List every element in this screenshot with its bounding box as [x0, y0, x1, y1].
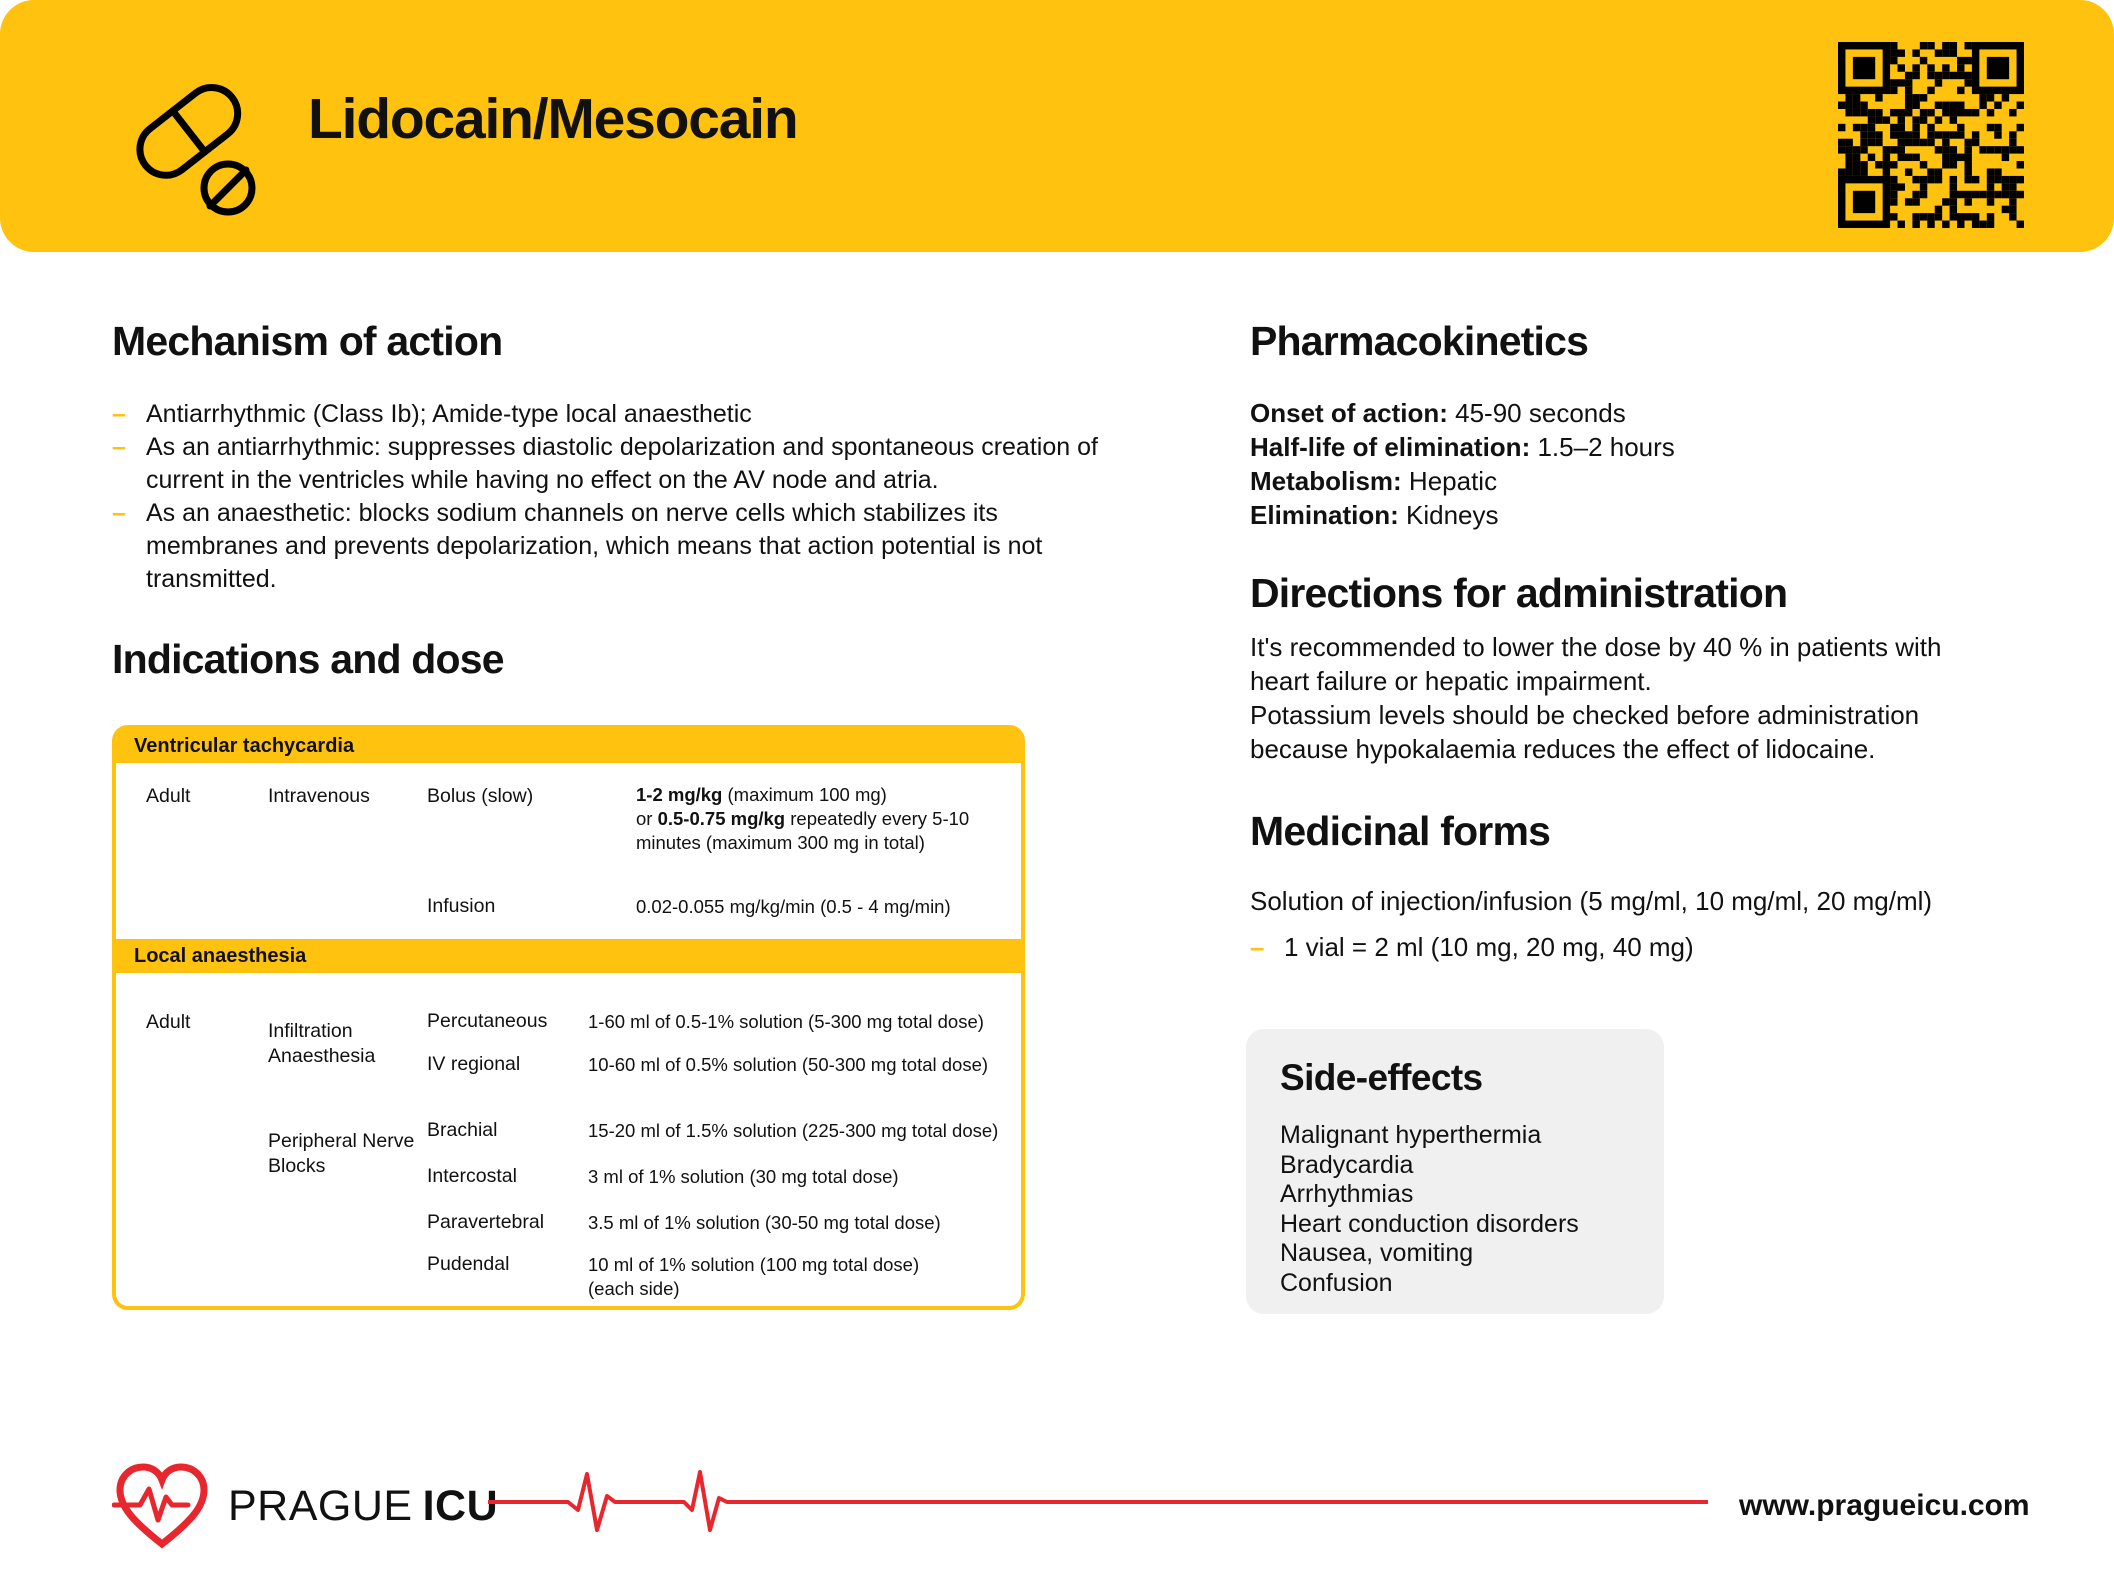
- dose-value: 1-60 ml of 0.5-1% solution (5-300 mg total dose): [588, 1011, 984, 1032]
- pk-label: Onset of action:: [1250, 398, 1448, 428]
- patient-cell: Adult: [146, 785, 191, 807]
- dose-text: 10 ml of 1% solution (100 mg total dose): [588, 1254, 920, 1275]
- method-label: Pudendal: [427, 1253, 510, 1275]
- dose-value: 0.02-0.055 mg/kg/min (0.5 - 4 mg/min): [636, 896, 951, 917]
- mechanism-bullet-text: As an anaesthetic: blocks sodium channels on nerve cells which stabilizes its membranes and prevents depolarization, which means that action potential is not transmitted.: [146, 499, 1043, 593]
- method-label: Paravertebral: [427, 1211, 545, 1233]
- header-band: [0, 0, 2114, 252]
- dose-table: [112, 725, 1025, 1310]
- pill-capsule-icon: [126, 70, 264, 223]
- heart-ecg-logo-icon: [112, 1460, 212, 1557]
- pk-value: 45-90 seconds: [1455, 398, 1626, 428]
- pk-label: Half-life of elimination:: [1250, 432, 1531, 462]
- pk-value: Kidneys: [1406, 500, 1499, 530]
- directions-paragraph: It's recommended to lower the dose by 40 % in patients with heart failure or hepatic impairment.: [1250, 632, 1942, 696]
- medicinal-forms-text: Solution of injection/infusion (5 mg/ml, 10 mg/ml, 20 mg/ml): [1250, 886, 1933, 916]
- mechanism-list: [112, 398, 1112, 596]
- medicinal-forms-bullet-text: 1 vial = 2 ml (10 mg, 20 mg, 40 mg): [1284, 932, 1694, 962]
- mechanism-bullet-text: As an antiarrhythmic: suppresses diastolic depolarization and spontaneous creation of current in the ventricles while having no effect on the AV node and atria.: [146, 433, 1098, 494]
- qr-code: [1838, 42, 2024, 228]
- directions-paragraph: Potassium levels should be checked before administration because hypokalaemia reduces the effect of lidocaine.: [1250, 700, 1920, 764]
- side-effect-item: Nausea, vomiting: [1280, 1239, 1474, 1267]
- method-label: Percutaneous: [427, 1010, 548, 1032]
- brand-name: [228, 1482, 498, 1531]
- ecg-line: [488, 1460, 1708, 1549]
- dose-bold-text: 0.5-0.75 mg/kg: [657, 808, 786, 829]
- dose-section-title: Ventricular tachycardia: [134, 734, 355, 757]
- dose-text: (maximum 100 mg): [727, 784, 887, 805]
- method-label: Intercostal: [427, 1165, 517, 1187]
- pk-value: 1.5–2 hours: [1537, 432, 1675, 462]
- page-title: Lidocain/Mesocain: [308, 87, 798, 151]
- side-effect-item: Bradycardia: [1280, 1150, 1414, 1179]
- method-label: IV regional: [427, 1053, 521, 1075]
- bullet-dash-icon: –: [1250, 932, 1265, 962]
- dose-value: [588, 1253, 919, 1301]
- side-effects-heading: Side-effects: [1280, 1057, 1483, 1098]
- technique-group-label: Peripheral Nerve Blocks: [268, 1130, 415, 1177]
- directions-text: [1250, 630, 1965, 766]
- brand-word-prague: PRAGUE: [228, 1482, 413, 1530]
- technique-group-label: Infiltration Anaesthesia: [268, 1020, 376, 1067]
- bullet-dash-icon: –: [112, 433, 126, 461]
- side-effect-item: Arrhythmias: [1280, 1180, 1414, 1208]
- mechanism-bullet: [112, 398, 1112, 431]
- pk-line: [1250, 464, 1970, 498]
- dose-value: [636, 783, 1021, 855]
- mechanism-bullet: [112, 431, 1112, 497]
- bullet-dash-icon: –: [112, 400, 126, 428]
- patient-cell: Adult: [146, 1011, 191, 1033]
- dose-note: (each side): [588, 1278, 680, 1299]
- dose-value: 15-20 ml of 1.5% solution (225-300 mg total dose): [588, 1120, 999, 1141]
- side-effect-item: Malignant hyperthermia: [1280, 1121, 1542, 1149]
- section-heading-indications: Indications and dose: [112, 636, 504, 682]
- dose-value: 3.5 ml of 1% solution (30-50 mg total dose): [588, 1212, 941, 1233]
- side-effect-item: Confusion: [1280, 1268, 1393, 1297]
- method-label: Brachial: [427, 1119, 498, 1141]
- dose-text: or: [636, 808, 653, 829]
- method-label: Bolus (slow): [427, 785, 534, 807]
- section-heading-medicinal-forms: Medicinal forms: [1250, 808, 1551, 854]
- side-effects-panel: [1246, 1029, 1664, 1314]
- dose-section-header-ventricular-tachycardia: [116, 729, 1021, 763]
- medicinal-forms-bullet: [1250, 930, 1970, 964]
- pk-label: Elimination:: [1250, 500, 1399, 530]
- dose-value: 10-60 ml of 0.5% solution (50-300 mg total dose): [588, 1054, 989, 1075]
- section-heading-directions: Directions for administration: [1250, 570, 1788, 616]
- mechanism-bullet-text: Antiarrhythmic (Class Ib); Amide-type local anaesthetic: [146, 400, 752, 428]
- pharmacokinetics-list: [1250, 396, 1970, 532]
- dose-bold-text: 1-2 mg/kg: [636, 784, 723, 805]
- pk-value: Hepatic: [1408, 466, 1498, 496]
- method-label: Infusion: [427, 895, 496, 917]
- pk-line: [1250, 396, 1970, 430]
- dose-value: 3 ml of 1% solution (30 mg total dose): [588, 1166, 899, 1187]
- route-cell: Intravenous: [268, 785, 370, 807]
- bullet-dash-icon: –: [112, 499, 126, 527]
- dose-section-header-local-anaesthesia: [116, 939, 1021, 973]
- pk-line: [1250, 430, 1970, 464]
- website-url: www.pragueicu.com: [1739, 1489, 2030, 1522]
- pk-line: [1250, 498, 1970, 532]
- pk-label: Metabolism:: [1250, 466, 1402, 496]
- mechanism-bullet: [112, 497, 1112, 596]
- section-heading-mechanism: Mechanism of action: [112, 318, 503, 364]
- side-effect-item: Heart conduction disorders: [1280, 1209, 1579, 1238]
- dose-text: repeatedly every 5-10 minutes (maximum 300 mg in total): [636, 808, 970, 853]
- brand-word-icu: ICU: [422, 1482, 499, 1530]
- section-heading-pharmacokinetics: Pharmacokinetics: [1250, 318, 1589, 364]
- dose-section-title: Local anaesthesia: [134, 944, 307, 967]
